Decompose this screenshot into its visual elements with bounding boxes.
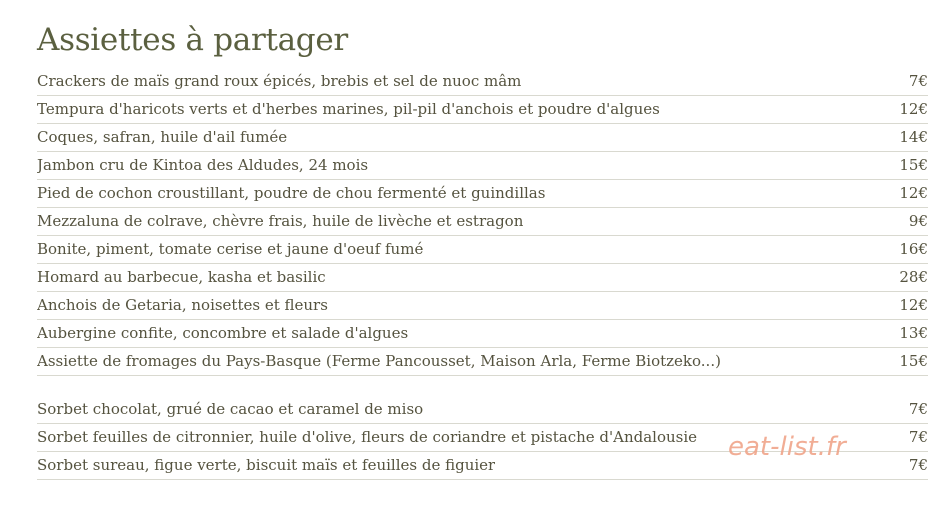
menu-item-price: 7€ [908,400,928,418]
menu-section [37,20,928,480]
menu-item [37,396,928,424]
menu-item-price: 14€ [899,128,928,146]
menu-item-name: Sorbet feuilles de citronnier, huile d'olive, fleurs de coriandre et pistache d'Andalousie [37,428,698,446]
menu-item-price: 13€ [899,324,928,342]
menu-item-name: Tempura d'haricots verts et d'herbes marines, pil-pil d'anchois et poudre d'algues [37,100,660,118]
menu-group-sorbets [37,396,928,480]
menu-item-name: Jambon cru de Kintoa des Aldudes, 24 mois [37,156,369,174]
menu-item-price: 28€ [899,268,928,286]
menu-item-price: 15€ [899,352,928,370]
menu-item-price: 15€ [899,156,928,174]
menu-item-price: 12€ [899,184,928,202]
menu-item [37,180,928,208]
menu-item-name: Homard au barbecue, kasha et basilic [37,268,326,286]
section-title: Assiettes à partager [37,22,348,58]
menu-item-name: Crackers de maïs grand roux épicés, brebis et sel de nuoc mâm [37,72,522,90]
menu-item [37,236,928,264]
menu-item [37,452,928,480]
menu-item [37,292,928,320]
menu-item-name: Assiette de fromages du Pays-Basque (Ferme Pancousset, Maison Arla, Ferme Biotzeko...) [37,352,721,370]
group-spacer [37,376,928,396]
menu-item [37,424,928,452]
menu-item [37,68,928,96]
menu-item-name: Coques, safran, huile d'ail fumée [37,128,288,146]
menu-item [37,320,928,348]
menu-item-price: 7€ [908,456,928,474]
menu-item-name: Anchois de Getaria, noisettes et fleurs [37,296,328,314]
menu-item-price: 7€ [908,428,928,446]
menu-item-price: 16€ [899,240,928,258]
menu-item [37,96,928,124]
menu-item [37,208,928,236]
menu-item-name: Sorbet sureau, figue verte, biscuit maïs et feuilles de figuier [37,456,496,474]
menu-item [37,264,928,292]
menu-item [37,152,928,180]
watermark: eat-list.fr [728,432,846,462]
menu-item-name: Sorbet chocolat, grué de cacao et caramel de miso [37,400,424,418]
menu-item [37,124,928,152]
menu-item-price: 9€ [908,212,928,230]
menu-item-price: 12€ [899,100,928,118]
menu-item [37,348,928,376]
menu-group-plates [37,68,928,376]
menu-item-name: Aubergine confite, concombre et salade d'algues [37,324,409,342]
menu-item-name: Bonite, piment, tomate cerise et jaune d'oeuf fumé [37,240,424,258]
menu-item-name: Mezzaluna de colrave, chèvre frais, huile de livèche et estragon [37,212,524,230]
menu-item-price: 7€ [908,72,928,90]
menu-item-name: Pied de cochon croustillant, poudre de chou fermenté et guindillas [37,184,546,202]
menu-item-price: 12€ [899,296,928,314]
